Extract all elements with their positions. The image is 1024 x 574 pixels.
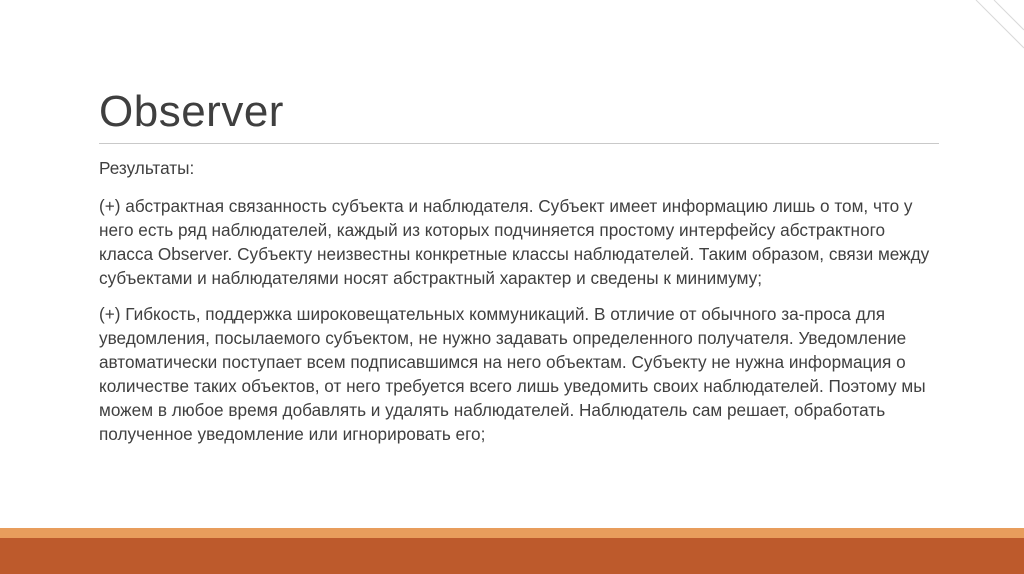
title-divider — [99, 143, 939, 144]
footer-bar — [0, 538, 1024, 574]
slide-body — [99, 156, 939, 458]
corner-decoration-icon — [954, 0, 1024, 70]
slide-title: Observer — [99, 87, 284, 136]
body-paragraph-abstract-coupling: (+) абстрактная связанность субъекта и наблюдателя. Субъект имеет информацию лишь о том, что у него есть ряд наблюдателей, каждый из которых подчиняется простому интерфейсу абстрактного класса Observer. Субъекту неизвестны конкретные классы наблюдателей. Таким образом, связи между субъектами и наблюдателями носят абстрактный характер и сведены к минимуму; — [99, 196, 930, 288]
body-paragraph-results: Результаты: — [99, 158, 195, 178]
body-paragraph-flexibility: (+) Гибкость, поддержка широковещательных коммуникаций. В отличие от обычного за-проса для уведомления, посылаемого субъектом, не нужно задавать определенного получателя. Уведомление автоматически поступает всем подписавшимся на него объектам. Субъекту не нужна информация о количестве таких объектов, от него требуется всего лишь уведомить своих наблюдателей. Поэтому мы можем в любое время добавлять и удалять наблюдателей. Наблюдатель сам решает, обработать полученное уведомление или игнорировать его; — [99, 304, 926, 444]
footer-accent-strip — [0, 528, 1024, 538]
